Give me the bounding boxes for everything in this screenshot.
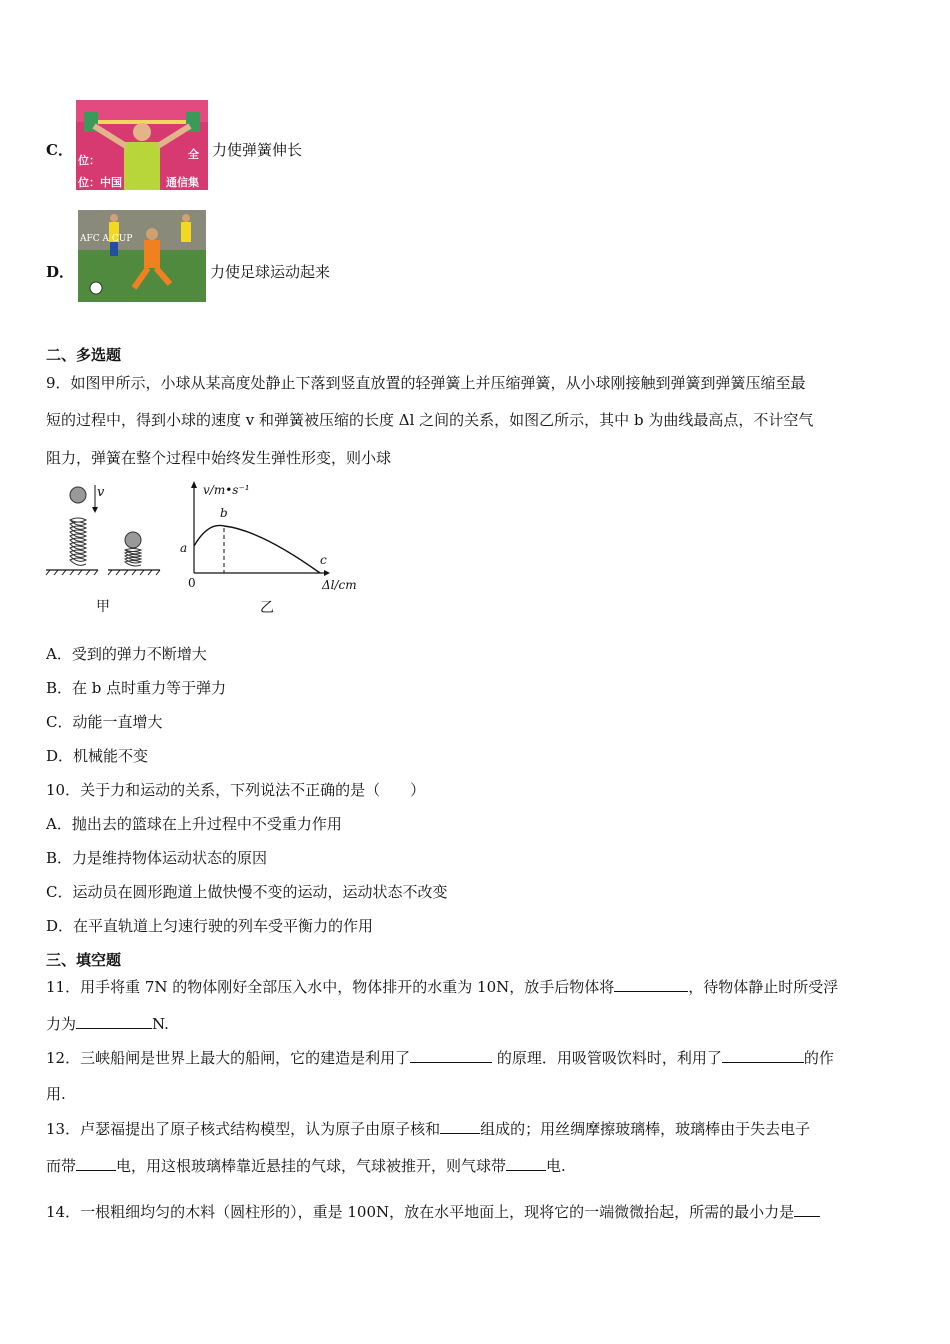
- q13-blank-1[interactable]: [440, 1118, 480, 1134]
- q13-line-2: [46, 1155, 566, 1176]
- photo-banner-text: AFC A CUP: [80, 234, 133, 244]
- fig-jia-v-label: v: [97, 485, 105, 500]
- q10-option-b: B．力是维持物体运动状态的原因: [46, 849, 268, 867]
- point-c-label: c: [320, 553, 327, 567]
- photo-text-1: 位：: [78, 154, 100, 167]
- point-b-label: b: [220, 506, 228, 520]
- q11-line-1: [46, 976, 838, 997]
- q11-text-a: 11．用手将重 7N 的物体刚好全部压入水中，物体排开的水重为 10N，放手后物体将: [46, 978, 615, 996]
- q12-text-a: 12．三峡船闸是世界上最大的船闸，它的建造是利用了: [46, 1049, 411, 1067]
- q10-option-a: A．抛出去的篮球在上升过程中不受重力作用: [46, 815, 342, 833]
- q12-line-1: [46, 1047, 834, 1068]
- q9-line-1: 9．如图甲所示，小球从某高度处静止下落到竖直放置的轻弹簧上并压缩弹簧，从小球刚接触到弹簧到弹簧压缩至最: [46, 374, 806, 392]
- option-d-label: D．: [46, 263, 75, 281]
- figure-jia: [40, 480, 170, 580]
- x-axis-label: Δl/cm: [322, 578, 357, 592]
- section-heading-multi: 二、多选题: [46, 346, 122, 364]
- option-d-text: 力使足球运动起来: [210, 263, 331, 281]
- q9-line-2: 短的过程中，得到小球的速度 v 和弹簧被压缩的长度 Δl 之间的关系，如图乙所示，其中 b 为曲线最高点，不计空气: [46, 411, 814, 429]
- q10-option-c: C．运动员在圆形跑道上做快慢不变的运动，运动状态不改变: [46, 883, 448, 901]
- q11-blank-1[interactable]: [614, 976, 688, 992]
- q13-text-d: 电，用这根玻璃棒靠近悬挂的气球，气球被推开，则气球带: [116, 1157, 507, 1175]
- q11-line-2: [46, 1013, 169, 1034]
- q11-text-b: ，待物体静止时所受浮: [688, 978, 839, 996]
- section-heading-fill: 三、填空题: [46, 951, 122, 969]
- q9-option-b: B．在 b 点时重力等于弹力: [46, 679, 227, 697]
- q14-line-1: [46, 1201, 820, 1222]
- q10-stem: 10．关于力和运动的关系，下列说法不正确的是（ ）: [46, 781, 426, 799]
- option-c-label: C．: [46, 141, 73, 159]
- q12-line-2: 用.: [46, 1085, 66, 1103]
- q13-blank-2[interactable]: [76, 1155, 116, 1171]
- photo-spring-stretch: [76, 100, 208, 190]
- q13-text-b: 组成的；用丝绸摩擦玻璃棒，玻璃棒由于失去电子: [480, 1120, 811, 1138]
- q13-line-1: [46, 1118, 810, 1139]
- q12-blank-1[interactable]: [410, 1047, 492, 1063]
- velocity-curve: [194, 525, 320, 573]
- q11-text-c: 力为: [46, 1015, 77, 1033]
- q9-option-d: D．机械能不变: [46, 747, 149, 765]
- q14-text-a: 14．一根粗细均匀的木料（圆柱形的），重是 100N，放在水平地面上，现将它的一端微微抬起，所需的最小力是: [46, 1203, 795, 1221]
- q9-line-3: 阻力，弹簧在整个过程中始终发生弹性形变，则小球: [46, 449, 392, 467]
- q9-option-a: A．受到的弹力不断增大: [46, 645, 207, 663]
- q12-text-b: 的原理．用吸管吸饮料时，利用了: [492, 1049, 722, 1067]
- soccer-image: [78, 210, 206, 302]
- q14-blank-1[interactable]: [794, 1201, 820, 1217]
- q13-blank-3[interactable]: [506, 1155, 546, 1171]
- fig-jia-caption: 甲: [96, 599, 110, 615]
- fig-yi-caption: 乙: [260, 600, 274, 616]
- photo-text-3: 位：中国: [78, 176, 122, 189]
- photo-soccer: [78, 210, 206, 302]
- q13-text-e: 电.: [546, 1157, 566, 1175]
- q9-option-c: C．动能一直增大: [46, 713, 163, 731]
- q13-text-c: 而带: [46, 1157, 77, 1175]
- y-axis-label: v/m•s⁻¹: [203, 483, 250, 497]
- origin-label: 0: [188, 576, 196, 590]
- photo-text-4: 通信集: [166, 176, 199, 189]
- q12-blank-2[interactable]: [722, 1047, 804, 1063]
- q12-text-c: 的作: [803, 1049, 834, 1067]
- q11-text-d: N.: [152, 1015, 169, 1033]
- point-a-label: a: [180, 541, 188, 555]
- q10-option-d: D．在平直轨道上匀速行驶的列车受平衡力的作用: [46, 917, 374, 935]
- q11-blank-2[interactable]: [76, 1013, 152, 1029]
- option-c-text: 力使弹簧伸长: [212, 141, 303, 159]
- photo-text-2: 全: [188, 148, 199, 161]
- q13-text-a: 13．卢瑟福提出了原子核式结构模型，认为原子由原子核和: [46, 1120, 441, 1138]
